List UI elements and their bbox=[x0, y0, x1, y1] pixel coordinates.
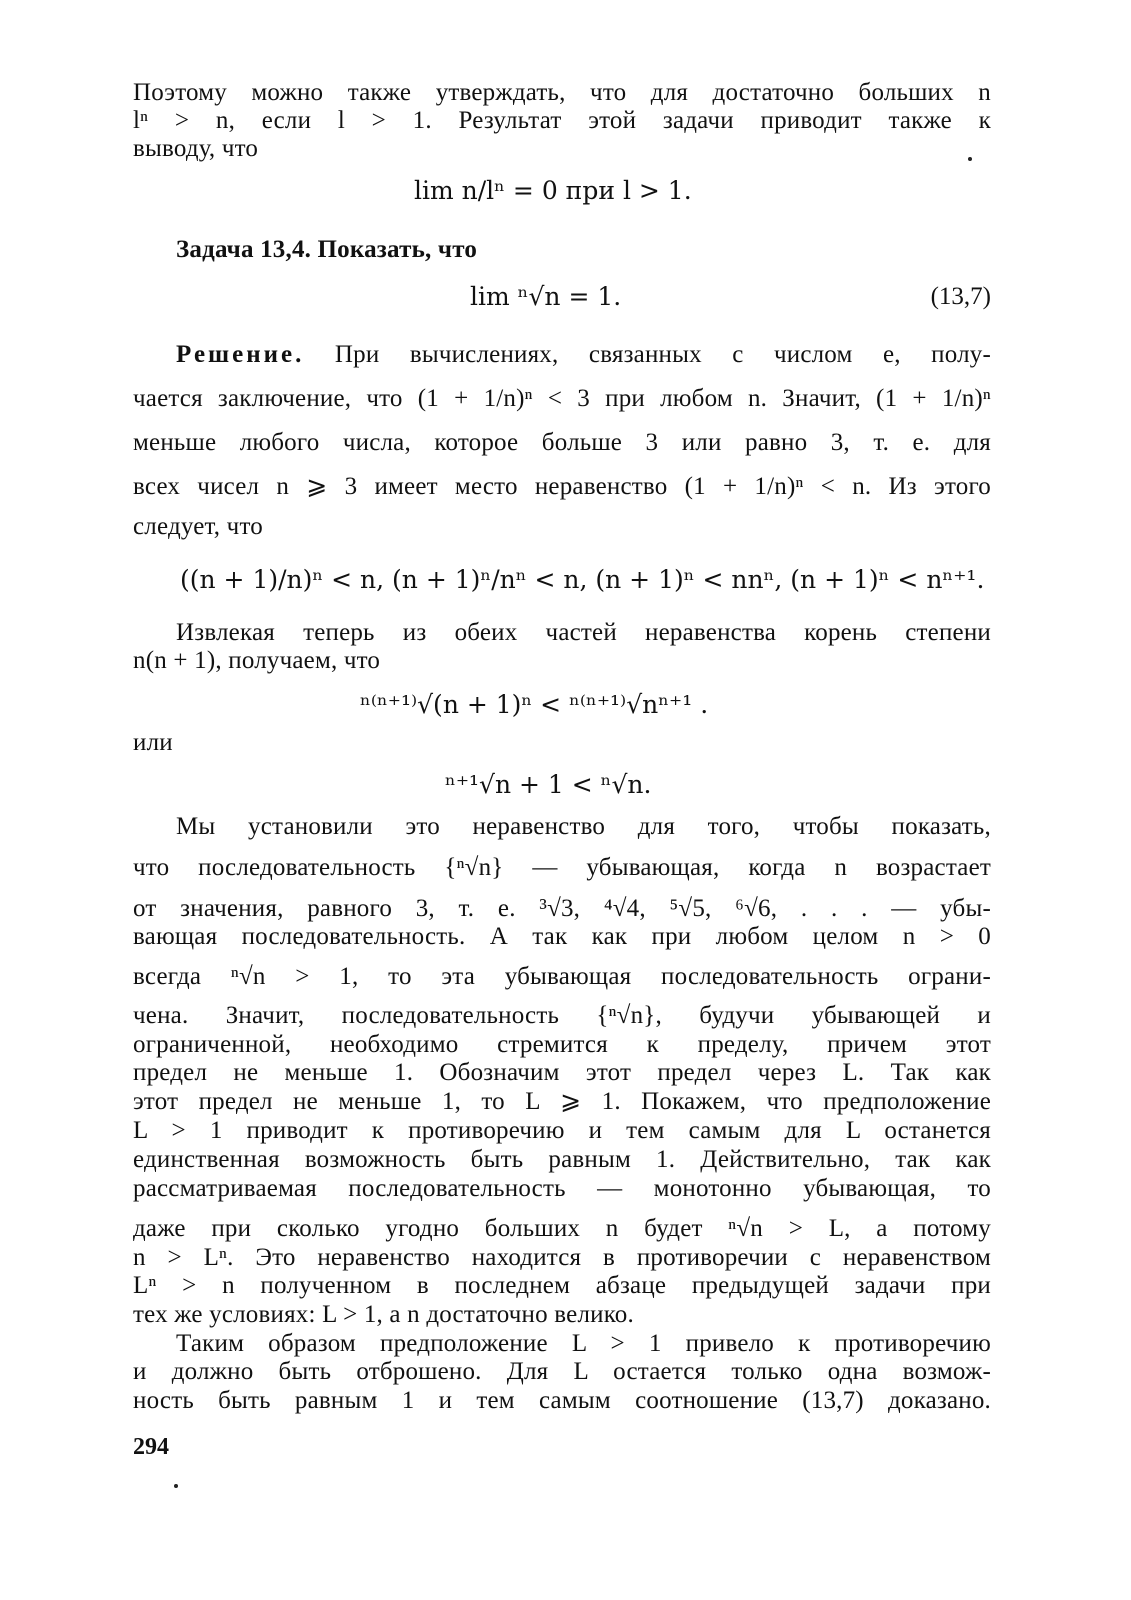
solution-label: Решение. bbox=[176, 341, 305, 368]
print-speck bbox=[968, 157, 972, 161]
body-line-15: Lⁿ > n полученном в последнем абзаце предыдущей задачи при bbox=[133, 1272, 991, 1299]
body-line-5: всегда ⁿ√n > 1, то эта убывающая последовательность ограни- bbox=[133, 963, 991, 990]
body-line-9: этот предел не меньше 1, то L ⩾ 1. Покажем, что предположение bbox=[133, 1088, 991, 1115]
limit-formula-1: lim n/lⁿ = 0 при l > 1. bbox=[414, 176, 692, 205]
problem-heading: Задача 13,4. Показать, что bbox=[176, 236, 478, 263]
closing-line-2: и должно быть отброшено. Для L остается только одна возмож- bbox=[133, 1358, 991, 1385]
print-speck bbox=[174, 1484, 178, 1488]
body-line-13: даже при сколько угодно больших n будет ⁿ√n > L, а потому bbox=[133, 1215, 991, 1242]
text-line-solution-3: меньше любого числа, которое больше 3 или равно 3, т. е. для bbox=[133, 429, 991, 456]
text-line-solution-5: следует, что bbox=[133, 513, 263, 540]
text-line-root-2: n(n + 1), получаем, что bbox=[133, 647, 381, 674]
text-line-3: выводу, что bbox=[133, 135, 259, 162]
solution-line-1 bbox=[176, 340, 991, 370]
body-line-8: предел не меньше 1. Обозначим этот предел через L. Так как bbox=[133, 1059, 991, 1086]
body-line-12: рассматриваемая последовательность — монотонно убывающая, то bbox=[133, 1175, 991, 1202]
text-line-solution-2: чается заключение, что (1 + 1/n)ⁿ < 3 при любом n. Значит, (1 + 1/n)ⁿ bbox=[133, 385, 991, 412]
body-line-2: что последовательность {ⁿ√n} — убывающая, когда n возрастает bbox=[133, 854, 991, 881]
body-line-3: от значения, равного 3, т. е. ³√3, ⁴√4, ⁵√5, ⁶√6, . . . — убы- bbox=[133, 895, 991, 922]
solution-line-1-text: При вычислениях, связанных с числом e, полу- bbox=[334, 341, 992, 368]
page-number: 294 bbox=[133, 1434, 169, 1460]
body-line-14: n > Lⁿ. Это неравенство находится в противоречии с неравенством bbox=[133, 1244, 991, 1271]
text-line-solution-4: всех чисел n ⩾ 3 имеет место неравенство (1 + 1/n)ⁿ < n. Из этого bbox=[133, 473, 991, 500]
inequality-chain: ((n + 1)/n)ⁿ < n, (n + 1)ⁿ/nⁿ < n, (n + 1)ⁿ < nnⁿ, (n + 1)ⁿ < nⁿ⁺¹. bbox=[180, 565, 985, 594]
root-inequality-1: ⁿ⁽ⁿ⁺¹⁾√(n + 1)ⁿ < ⁿ⁽ⁿ⁺¹⁾√nⁿ⁺¹ . bbox=[360, 690, 709, 719]
equation-number: (13,7) bbox=[930, 283, 991, 310]
root-inequality-2: ⁿ⁺¹√n + 1 < ⁿ√n. bbox=[445, 770, 652, 799]
closing-line-3: ность быть равным 1 и тем самым соотношение (13,7) доказано. bbox=[133, 1387, 991, 1414]
closing-line-1: Таким образом предположение L > 1 привело к противоречию bbox=[176, 1330, 991, 1357]
limit-formula-13-7: lim ⁿ√n = 1. bbox=[470, 282, 622, 311]
text-line-2: lⁿ > n, если l > 1. Результат этой задачи приводит также к bbox=[133, 107, 991, 134]
body-line-10: L > 1 приводит к противоречию и тем самым для L останется bbox=[133, 1117, 991, 1144]
body-line-11: единственная возможность быть равным 1. Действительно, так как bbox=[133, 1146, 991, 1173]
body-line-6: чена. Значит, последовательность {ⁿ√n}, будучи убывающей и bbox=[133, 1002, 991, 1029]
body-line-1: Мы установили это неравенство для того, чтобы показать, bbox=[176, 813, 991, 840]
body-line-16: тех же условиях: L > 1, а n достаточно велико. bbox=[133, 1301, 634, 1328]
text-line-1: Поэтому можно также утверждать, что для достаточно больших n bbox=[133, 79, 991, 106]
problem-heading-line bbox=[176, 235, 991, 265]
body-line-4: вающая последовательность. А так как при любом целом n > 0 bbox=[133, 923, 991, 950]
text-line-or: или bbox=[133, 729, 173, 756]
body-line-7: ограниченной, необходимо стремится к пределу, причем этот bbox=[133, 1031, 991, 1058]
text-line-root-1: Извлекая теперь из обеих частей неравенства корень степени bbox=[176, 619, 991, 646]
